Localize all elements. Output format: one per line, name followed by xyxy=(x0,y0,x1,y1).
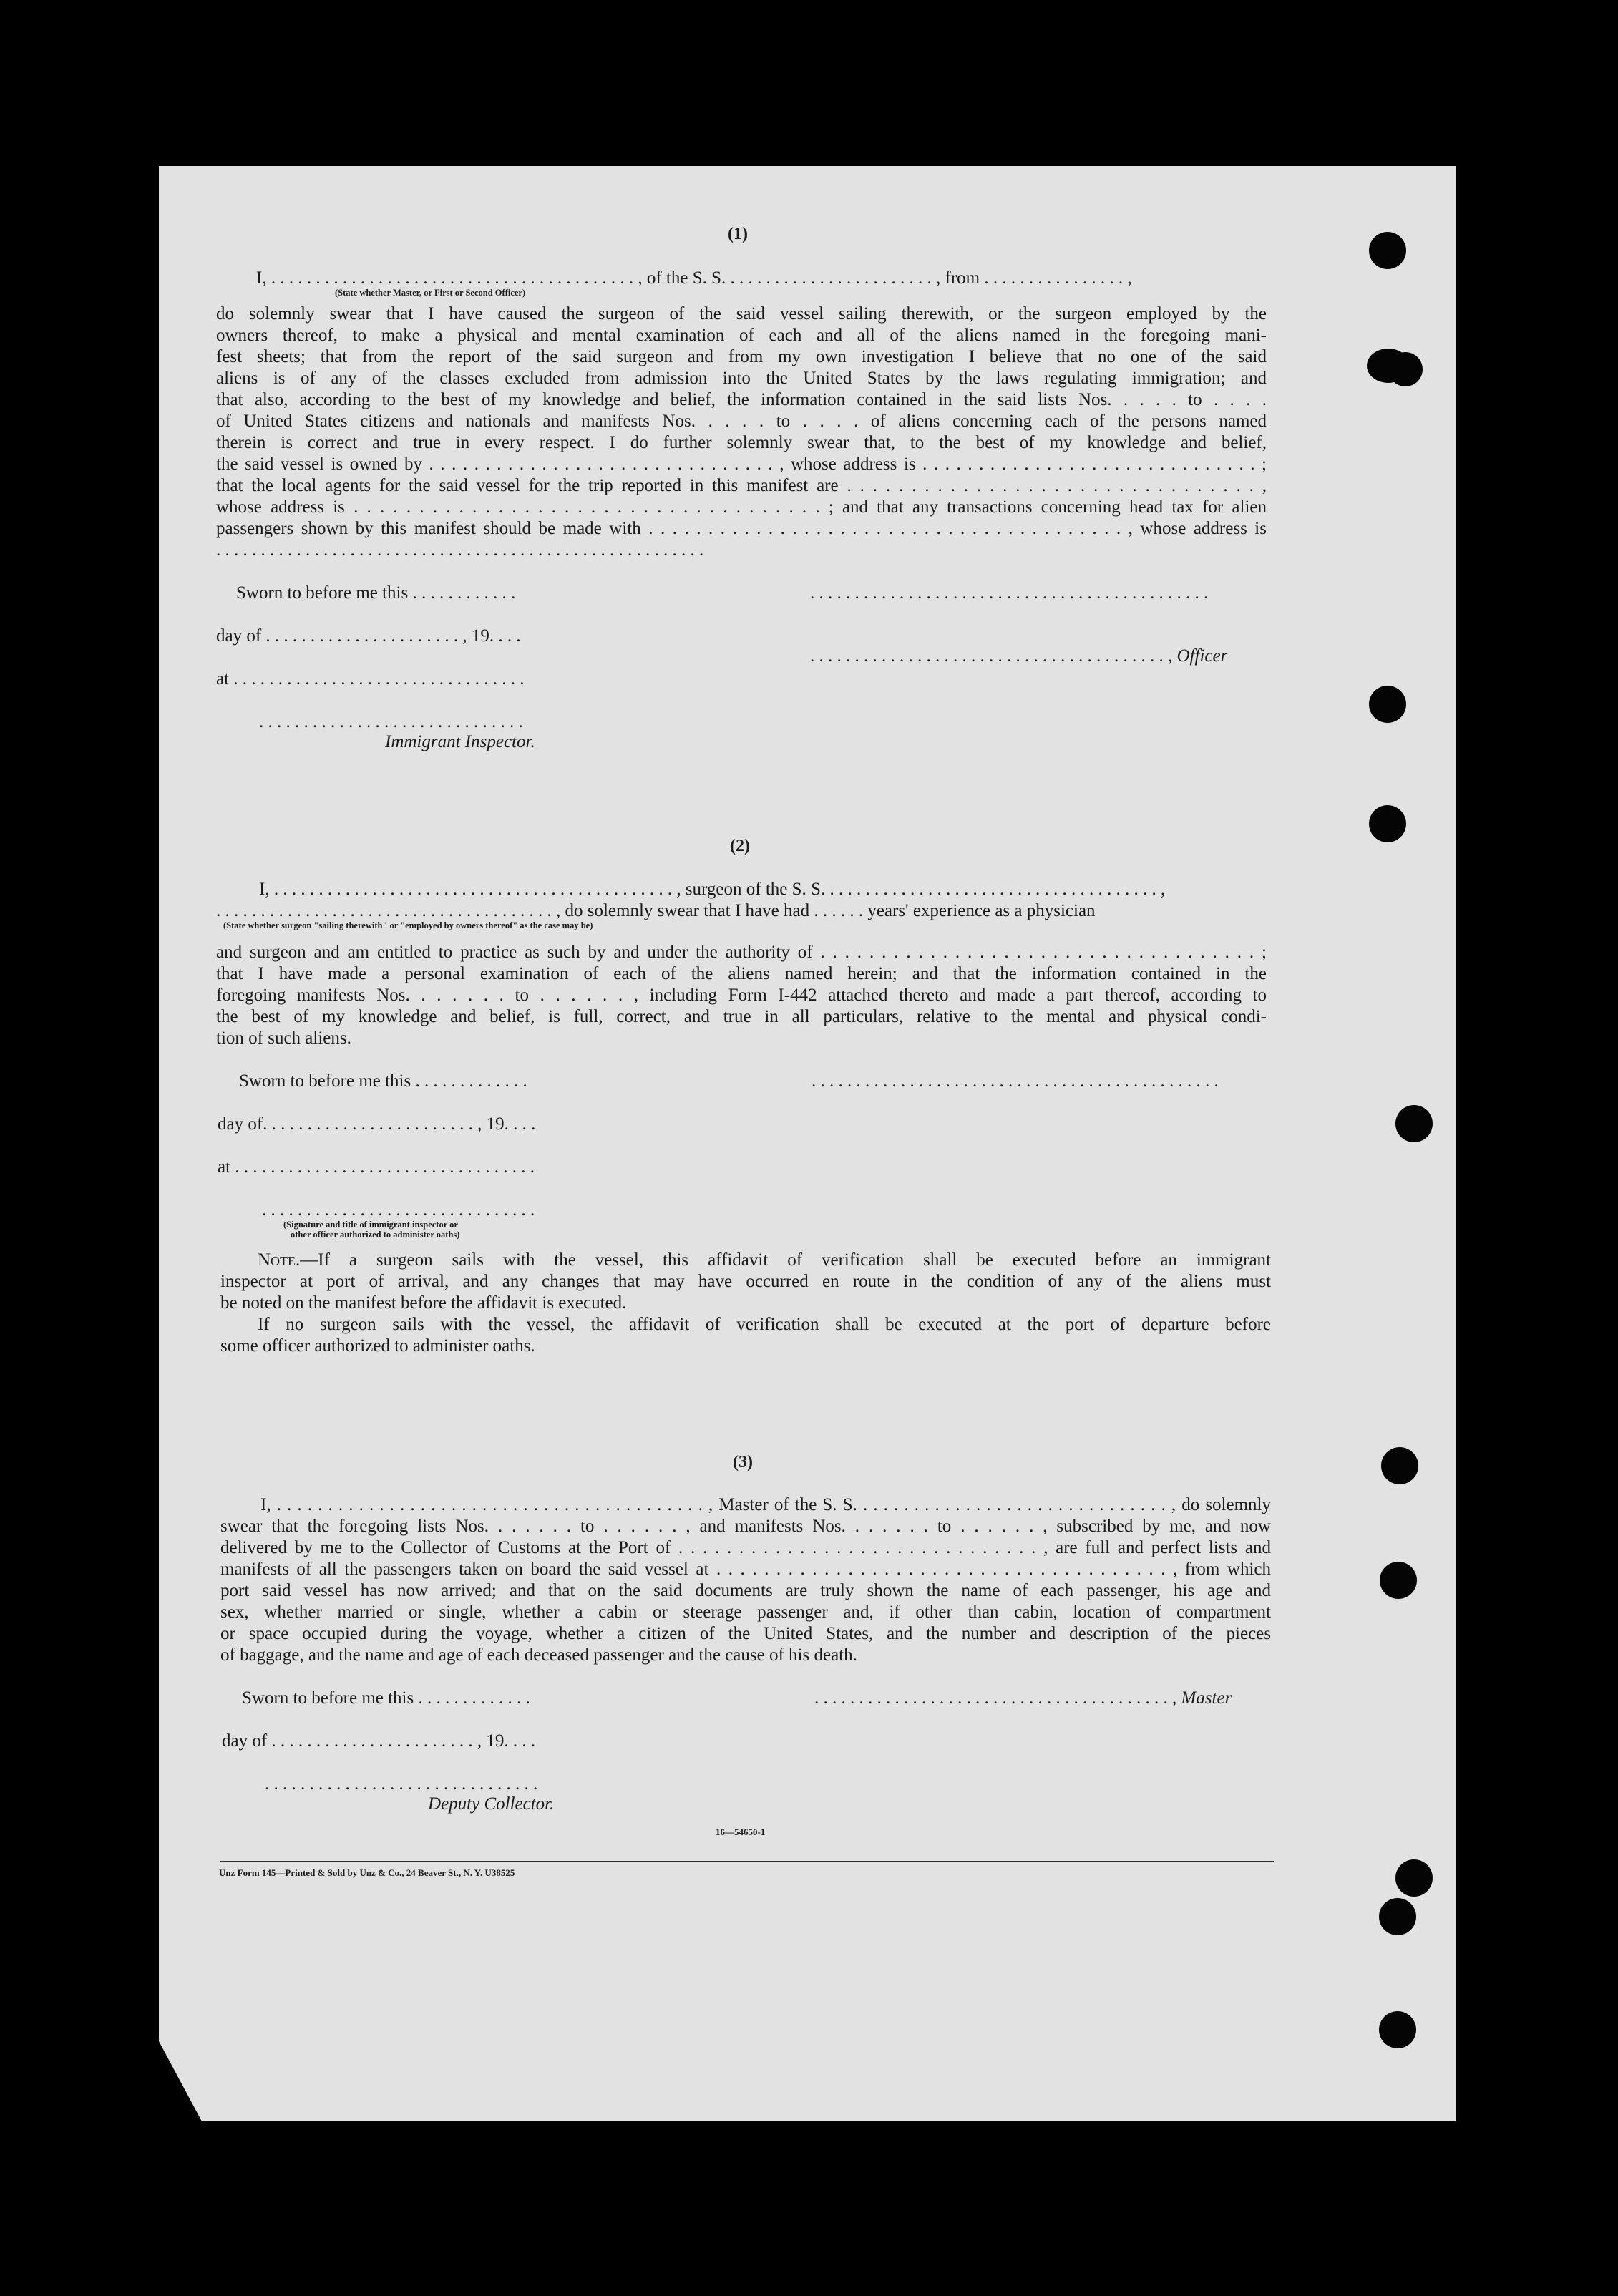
text-line: be noted on the manifest before the affidavit is executed. xyxy=(220,1293,627,1313)
section-2-second-line: . . . . . . . . . . . . . . . . . . . . . . . . . . . . . . . . . . . . . . , do solemnly swear that I have had . . . . . . years' experience as a physician xyxy=(216,901,1096,920)
officer-label: Officer xyxy=(1176,646,1228,666)
punch-hole xyxy=(1379,1898,1416,1935)
officer-blank: . . . . . . . . . . . . . . . . . . . . . . . . . . . . . . . . . . . . . . . . , xyxy=(810,646,1173,666)
text-line: passengers shown by this manifest should be made with . . . . . . . . . . . . . . . . . . . . . . . . . . . . . . . . . . . . . . . . , whose address is xyxy=(216,519,1267,538)
section-1-inspector-blank: . . . . . . . . . . . . . . . . . . . . . . . . . . . . . . xyxy=(259,712,523,731)
text-line: of United States citizens and nationals and manifests Nos. . . . . to . . . . of aliens concerning each of the persons named xyxy=(216,412,1267,431)
section-3-day-of-line: day of . . . . . . . . . . . . . . . . . . . . . . . , 19. . . . xyxy=(222,1731,536,1751)
section-2-note xyxy=(220,1250,1271,1357)
section-1-sworn-line: Sworn to before me this . . . . . . . . . . . . xyxy=(236,583,516,603)
section-2-surgeon-note: (State whether surgeon "sailing therewith" or "employed by owners thereof" as the case may be) xyxy=(223,920,593,930)
section-3-sworn-line: Sworn to before me this . . . . . . . . . . . . . xyxy=(242,1688,530,1708)
punch-hole xyxy=(1395,1105,1433,1142)
note-label: Note. xyxy=(258,1250,301,1270)
section-3-master-blank xyxy=(814,1688,1232,1709)
section-3-collector-label: Deputy Collector. xyxy=(428,1794,555,1814)
punch-hole xyxy=(1369,805,1406,842)
section-2-number: (2) xyxy=(730,837,750,855)
text-line: therein is correct and true in every respect. I do further solemnly swear that, to the best of my knowledge and belief, xyxy=(216,433,1267,452)
text-line: do solemnly swear that I have caused the surgeon of the said vessel sailing therewith, or the surgeon employed by the xyxy=(216,304,1267,324)
text-line: some officer authorized to administer oaths. xyxy=(220,1336,535,1356)
text-line: sex, whether married or single, whether a cabin or steerage passenger and, if other than cabin, location of compartment xyxy=(220,1602,1271,1622)
punch-hole xyxy=(1380,1562,1417,1599)
text-line: delivered by me to the Collector of Customs at the Port of . . . . . . . . . . . . . . . . . . . . . . . . . . . . . . , are full and perfect lists and xyxy=(220,1538,1271,1557)
text-line: or space occupied during the voyage, whether a citizen of the United States, and the number and description of the pieces xyxy=(220,1624,1271,1643)
text-line: that also, according to the best of my knowledge and belief, the information contained in the said lists Nos. . . . . to . . . . xyxy=(216,390,1267,409)
section-2-signature-line: . . . . . . . . . . . . . . . . . . . . . . . . . . . . . . . xyxy=(262,1200,535,1220)
section-1-number: (1) xyxy=(728,225,748,243)
text-line: swear that the foregoing lists Nos. . . . . . . to . . . . . . , and manifests Nos. . . . . . . to . . . . . . , subscribed by me, and now xyxy=(220,1517,1271,1536)
text-line: fest sheets; that from the report of the said surgeon and from my own investigation I believe that no one of the said xyxy=(216,347,1267,366)
section-1-oath-text xyxy=(216,303,1267,561)
text-line: manifests of all the passengers taken on board the said vessel at . . . . . . . . . . . . . . . . . . . . . . . . . . . . . . . . . . . . . . , from which xyxy=(220,1560,1271,1579)
section-2-opening-line: I, . . . . . . . . . . . . . . . . . . . . . . . . . . . . . . . . . . . . . . . . . . . . . , surgeon of the S. S. . . . . . . . . . . . . . . . . . . . . . . . . . . . . . . . . . . . . . , xyxy=(259,880,1166,899)
section-1-officer-blank xyxy=(810,646,1227,667)
punch-hole xyxy=(1379,2011,1416,2048)
text-line xyxy=(220,1250,1271,1271)
section-1-opening-line: I, . . . . . . . . . . . . . . . . . . . . . . . . . . . . . . . . . . . . . . . . . , of the S. S. . . . . . . . . . . . . . . . . . . . . . . . , from . . . . . . . . . . . . . . . . , xyxy=(256,268,1132,288)
text-line: the best of my knowledge and belief, is full, correct, and true in all particulars, relative to the mental and physical condi- xyxy=(216,1007,1267,1026)
section-2-day-of-line: day of. . . . . . . . . . . . . . . . . . . . . . . . , 19. . . . xyxy=(218,1114,536,1134)
section-3-number: (3) xyxy=(733,1453,753,1472)
section-3-oath-text xyxy=(220,1494,1271,1666)
section-2-oath-text xyxy=(216,942,1267,1049)
section-3-collector-blank: . . . . . . . . . . . . . . . . . . . . . . . . . . . . . . . xyxy=(265,1774,538,1794)
text-line: foregoing manifests Nos. . . . . . . to . . . . . . , including Form I-442 attached thereto and made a part thereof, according to xyxy=(216,986,1267,1005)
punch-hole xyxy=(1388,352,1423,386)
punch-hole xyxy=(1369,686,1406,723)
text-line: tion of such aliens. xyxy=(216,1028,351,1048)
text-line: whose address is . . . . . . . . . . . . . . . . . . . . . . . . . . . . . . . . . . . . ; and that any transactions concerning head tax for alien xyxy=(216,497,1267,517)
section-1-at-line: at . . . . . . . . . . . . . . . . . . . . . . . . . . . . . . . . . xyxy=(216,669,525,689)
section-2-signature-note: (Signature and title of immigrant inspector or xyxy=(283,1220,458,1230)
footer-rule xyxy=(220,1861,1274,1862)
text-line: . . . . . . . . . . . . . . . . . . . . . . . . . . . . . . . . . . . . . . . . . . . . . . . . . . . . . . . xyxy=(216,540,704,560)
note-text: —If a surgeon sails with the vessel, this affidavit of verification shall be executed before an immigrant xyxy=(300,1250,1271,1270)
text-line: aliens is of any of the classes excluded from admission into the United States by the laws regulating immigration; and xyxy=(216,369,1267,388)
section-2-at-line: at . . . . . . . . . . . . . . . . . . . . . . . . . . . . . . . . . . xyxy=(218,1157,535,1177)
punch-hole xyxy=(1395,1859,1433,1897)
master-blank: . . . . . . . . . . . . . . . . . . . . . . . . . . . . . . . . . . . . . . . . , xyxy=(814,1688,1177,1708)
text-line: the said vessel is owned by . . . . . . . . . . . . . . . . . . . . . . . . . . . . . . . , whose address is . . . . . . . . . . . . . . . . . . . . . . . . . . . . . . ; xyxy=(216,454,1267,474)
section-1-officer-note: (State whether Master, or First or Second Officer) xyxy=(335,288,526,298)
text-line: port said vessel has now arrived; and that on the said documents are truly shown the name of each passenger, his age and xyxy=(220,1581,1271,1600)
form-code: 16—54650-1 xyxy=(716,1826,766,1837)
text-line: that I have made a personal examination of each of the aliens named herein; and that the information contained in the xyxy=(216,964,1267,983)
section-1-day-of-line: day of . . . . . . . . . . . . . . . . . . . . . . , 19. . . . xyxy=(216,626,521,646)
text-line: If no surgeon sails with the vessel, the affidavit of verification shall be executed at the port of departure before xyxy=(258,1315,1271,1334)
text-line: owners thereof, to make a physical and mental examination of each and all of the aliens named in the foregoing mani- xyxy=(216,326,1267,345)
text-line: and surgeon and am entitled to practice as such by and under the authority of . . . . . . . . . . . . . . . . . . . . . . . . . . . . . . . . . . . . ; xyxy=(216,943,1267,962)
punch-hole xyxy=(1369,232,1406,269)
section-2-signature-blank: . . . . . . . . . . . . . . . . . . . . . . . . . . . . . . . . . . . . . . . . . . . . . . xyxy=(812,1071,1219,1091)
text-line: inspector at port of arrival, and any changes that may have occurred en route in the condition of any of the aliens must xyxy=(220,1272,1271,1291)
text-line: I, . . . . . . . . . . . . . . . . . . . . . . . . . . . . . . . . . . . . . . . . . . , Master of the S. S. . . . . . . . . . . . . . . . . . . . . . . . . . . . . . . , do solemnly xyxy=(260,1495,1271,1514)
punch-hole xyxy=(1381,1447,1418,1484)
text-line: that the local agents for the said vessel for the trip reported in this manifest are . . . . . . . . . . . . . . . . . . . . . . . . . . . . . . . . , xyxy=(216,476,1267,495)
section-1-inspector-label: Immigrant Inspector. xyxy=(385,732,535,751)
master-label: Master xyxy=(1181,1688,1232,1708)
printer-imprint: Unz Form 145—Printed & Sold by Unz & Co., 24 Beaver St., N. Y. U38525 xyxy=(219,1867,515,1878)
section-2-sworn-line: Sworn to before me this . . . . . . . . . . . . . xyxy=(239,1071,527,1091)
text-line: of baggage, and the name and age of each deceased passenger and the cause of his death. xyxy=(220,1645,857,1665)
section-1-signature-blank: . . . . . . . . . . . . . . . . . . . . . . . . . . . . . . . . . . . . . . . . . . . . . xyxy=(810,583,1209,603)
section-2-signature-note: other officer authorized to administer oaths) xyxy=(291,1230,460,1240)
